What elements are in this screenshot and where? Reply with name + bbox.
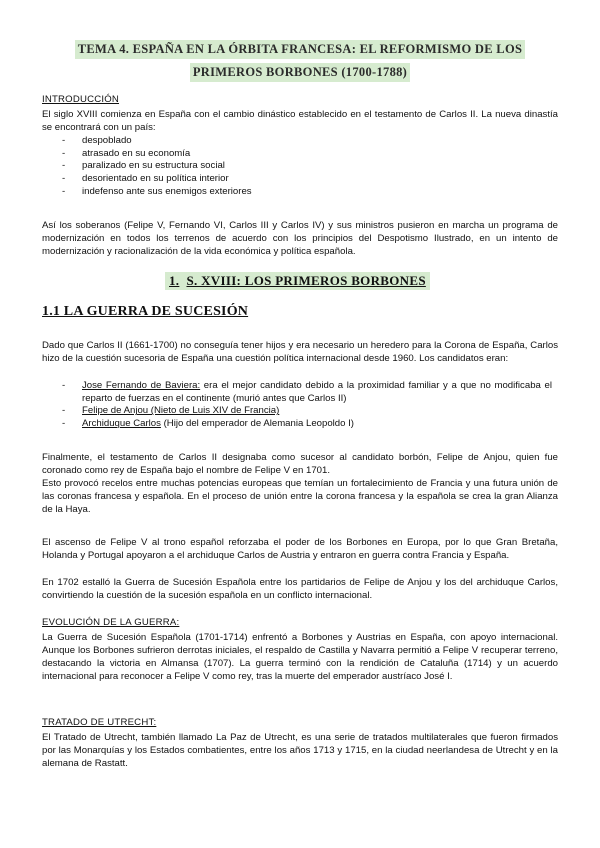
treaty-heading: TRATADO DE UTRECHT: [42,717,157,728]
list-item: - desorientado en su política interior [62,173,229,185]
list-item: - Archiduque Carlos (Hijo del emperador de Alemania Leopoldo I) [62,418,354,430]
section-1-title: S. XVIII: LOS PRIMEROS BORBONES [186,273,426,288]
document-title [40,40,560,82]
list-item: - paralizado en su estructura social [62,160,225,172]
candidate-name: Jose Fernando de Baviera: [82,380,201,391]
list-item: - Felipe de Anjou (Nieto de Luis XIV de Francia) [62,405,280,417]
alliance-paragraph: Esto provocó recelos entre muchas potencias europeas que temían un fortalecimiento de Francia y una futura unión de las coronas francesa y española. En el proceso de unión entre la corona francesa y la española se crea la gran Alianza de la Haya. [42,478,558,515]
title-line-1: TEMA 4. ESPAÑA EN LA ÓRBITA FRANCESA: EL REFORMISMO DE LOS [75,40,525,59]
section-1-heading [165,272,430,290]
list-item: - indefenso ante sus enemigos exteriores [62,185,252,197]
candidate-name: Felipe de Anjou (Nieto de Luis XIV de Francia) [82,405,280,417]
candidate-name: Archiduque Carlos [82,418,161,430]
outbreak-paragraph: En 1702 estalló la Guerra de Sucesión Española entre los partidarios de Felipe de Anjou y los del archiduque Carlos, convirtiendo la cuestión de la sucesión española en un conflicto internacional. [42,577,558,601]
list-item: - despoblado [62,135,132,146]
testament-paragraph: Finalmente, el testamento de Carlos II designaba como sucesor al candidato borbón, Felipe de Anjou, quien fue coronado como rey de España bajo el nombre de Felipe V en 1701. [42,452,558,476]
candidates-list [42,380,552,431]
list-item: - atrasado en su economía [62,147,191,159]
title-line-2: PRIMEROS BORBONES (1700-1788) [190,63,410,82]
intro-closing-paragraph: Así los soberanos (Felipe V, Fernando VI, Carlos III y Carlos IV) y sus ministros pusieron en marcha un programa de modernización en todos los terrenos de acuerdo con los principios del Despotismo Ilustrado, en un intento de modernización y racionalización de la vida económica y política española. [42,220,558,257]
treaty-paragraph: El Tratado de Utrecht, también llamado La Paz de Utrecht, es una serie de tratados multilaterales que fueron firmados por las Monarquías y los Estados combatientes, entre los años 1713 y 1715, en la ciudad neerlandesa de Utrecht y en la alemana de Rastatt. [42,732,558,769]
intro-heading: INTRODUCCIÓN [42,94,120,105]
intro-paragraph: El siglo XVIII comienza en España con el cambio dinástico establecido en el testamento de Carlos II. La nueva dinastía se encontrará con un país: [42,109,558,133]
list-item: - Jose Fernando de Baviera: era el mejor candidato debido a la proximidad familiar y a que no modificaba el reparto de fuerzas en el continente (murió antes que Carlos II) [62,380,552,404]
evolution-paragraph: La Guerra de Sucesión Española (1701-1714) enfrentó a Borbones y Austrias en España, con apoyo internacional. Aunque los Borbones sufrieron derrotas iniciales, el respaldo de Castilla y Navarra permitió a Felipe V recuperar terreno, destacando la victoria en Almansa (1707). La guerra terminó con la rendición de Cataluña (1714) y un acuerdo internacional para reconocer a Felipe V como rey, tras la muerte del emperador austríaco José I. [42,632,558,682]
evolution-heading: EVOLUCIÓN DE LA GUERRA: [42,617,180,628]
intro-bullet-list [42,135,252,199]
ascension-paragraph: El ascenso de Felipe V al trono español reforzaba el poder de los Borbones en Europa, por lo que Gran Bretaña, Holanda y Portugal apoyaron a el archiduque Carlos de Austria y entraron en guerra contra Francia y España. [42,537,558,561]
succession-paragraph: Dado que Carlos II (1661-1700) no conseguía tener hijos y era necesario un heredero para la Corona de España, Carlos hizo de la cuestión sucesoria de España una cuestión política internacional desde 1960. Los candidatos eran: [42,340,558,364]
section-1-1-heading: 1.1 LA GUERRA DE SUCESIÓN [42,304,249,319]
section-1-number: 1. [169,273,180,288]
